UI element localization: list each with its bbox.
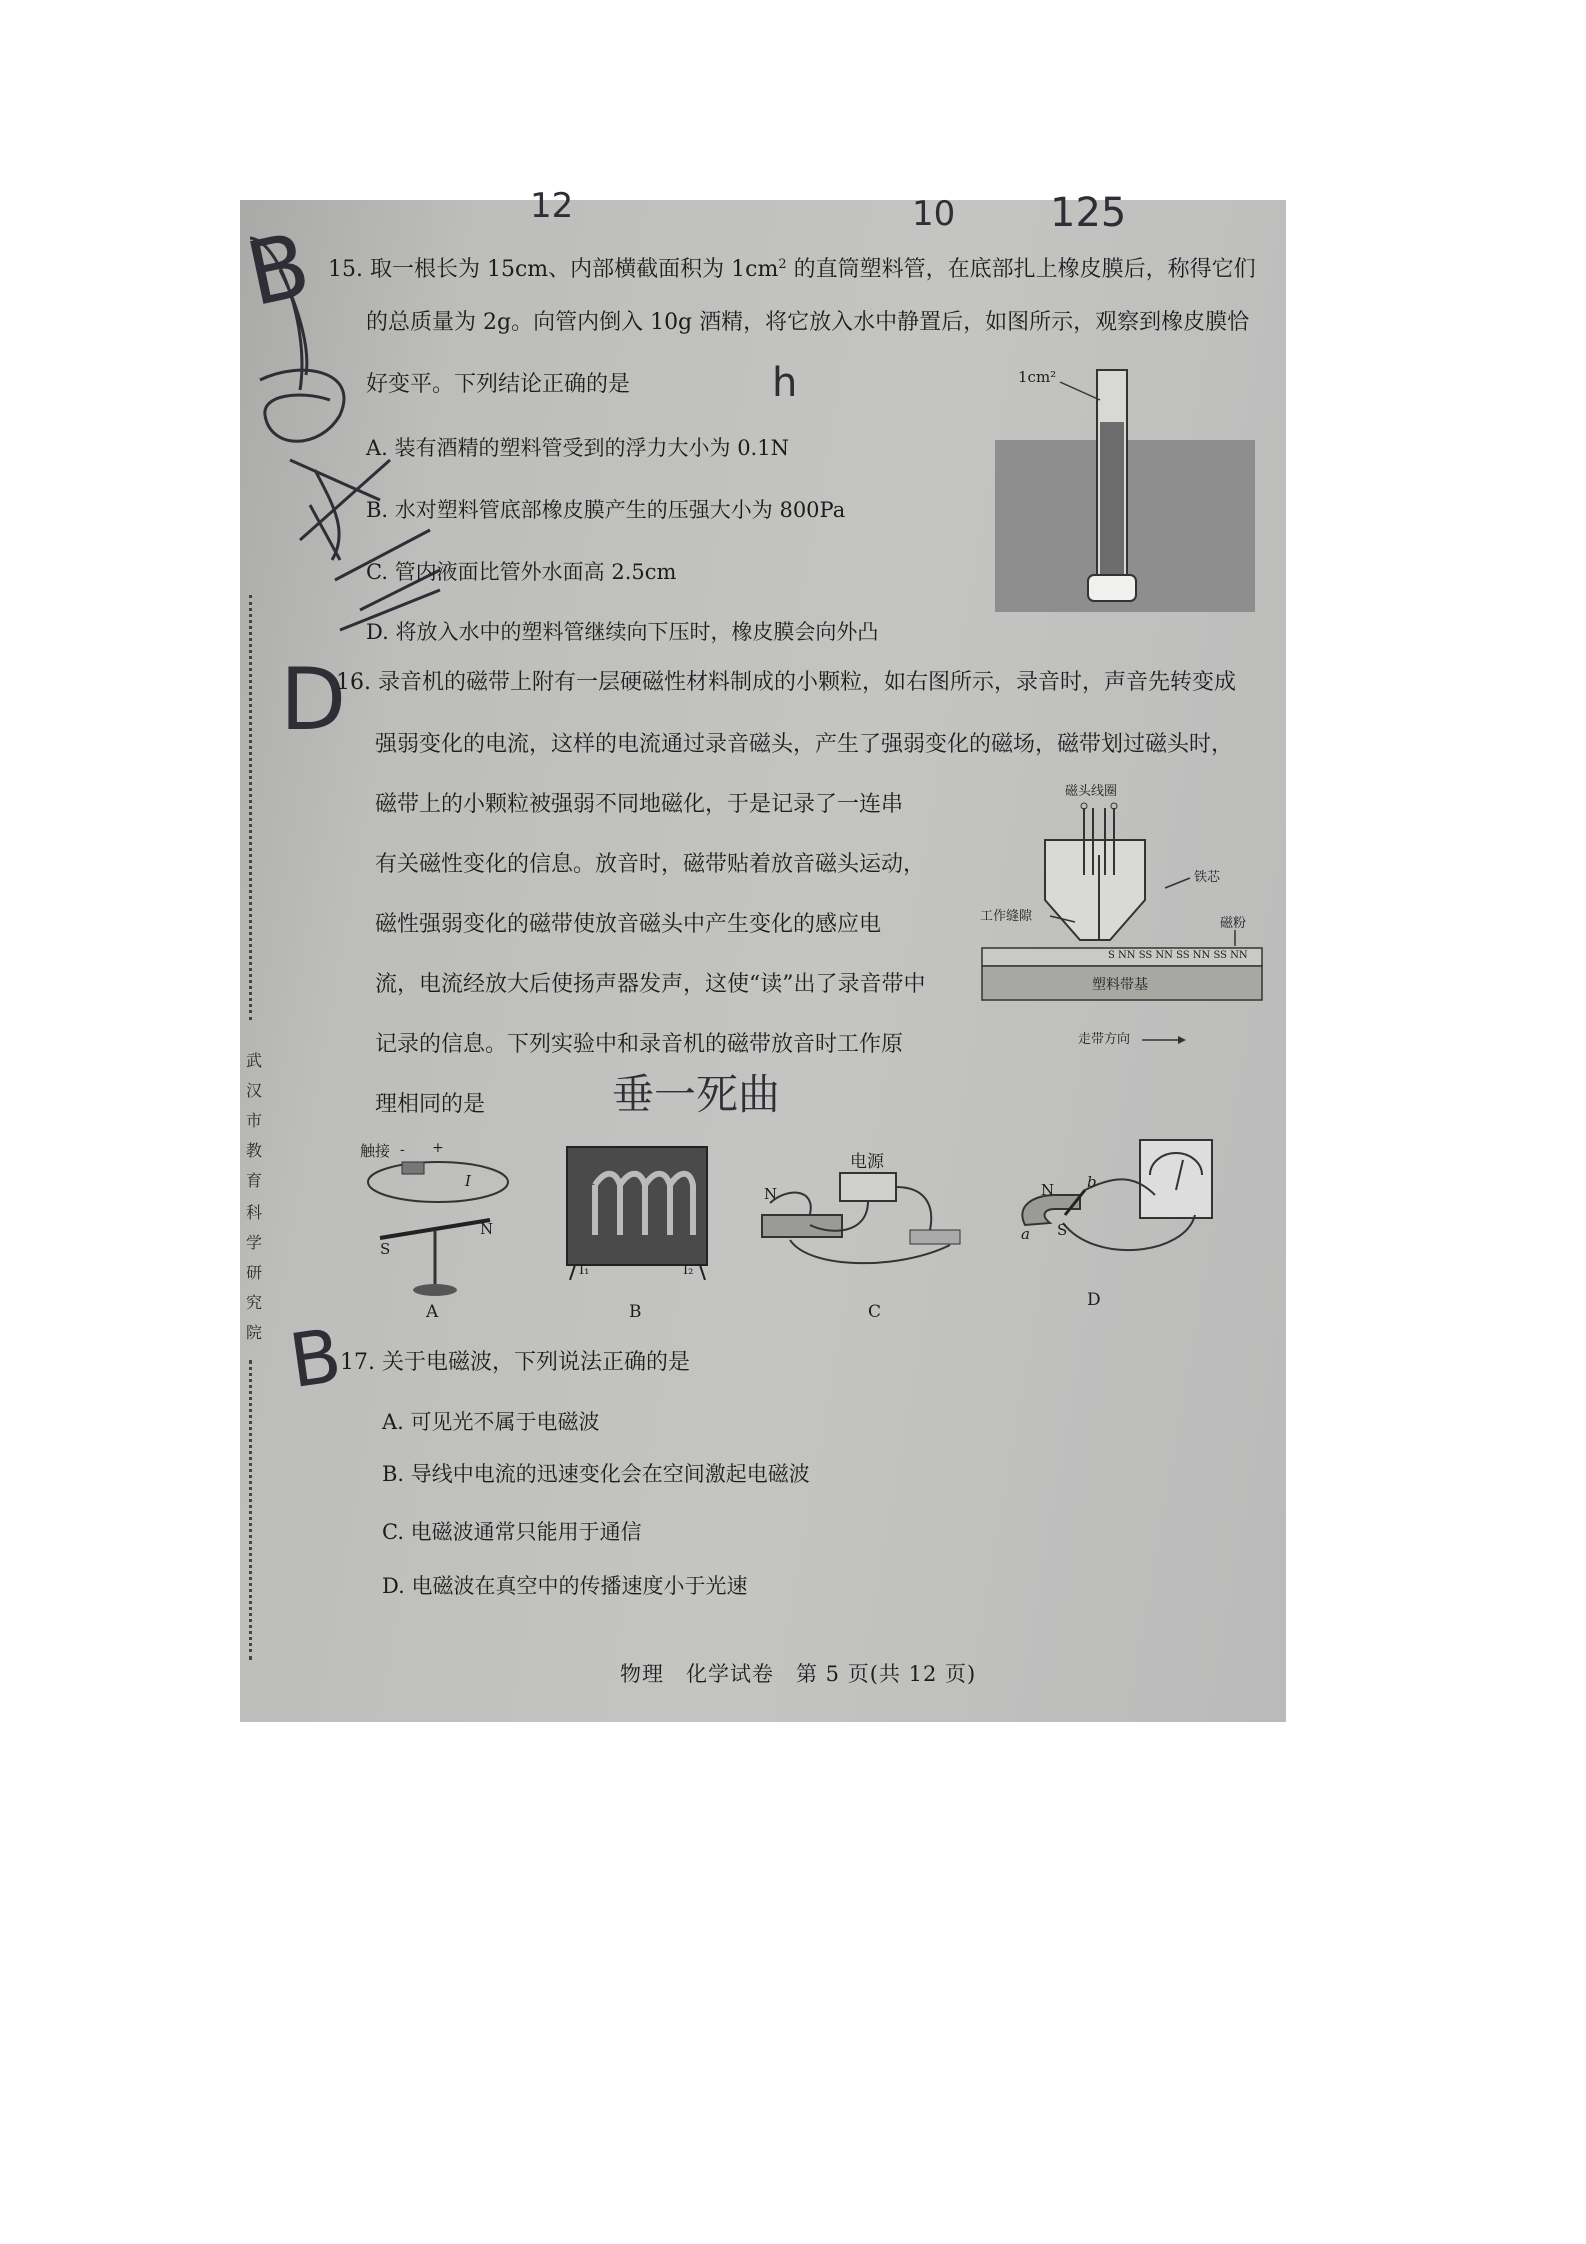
current-i1-label: I₁	[579, 1263, 590, 1278]
option-figure-c	[750, 1145, 980, 1330]
side-char: 武	[246, 1051, 263, 1070]
side-char: 育	[246, 1171, 263, 1190]
side-char: 究	[246, 1293, 263, 1312]
q15-option-a: A. 装有酒精的塑料管受到的浮力大小为 0.1N	[366, 436, 789, 460]
direction-arrow	[1142, 1034, 1188, 1046]
side-char: 院	[246, 1323, 263, 1342]
superscript: 2	[778, 257, 787, 272]
q15-option-c: C. 管内液面比管外水面高 2.5cm	[366, 560, 677, 584]
q17-option-a: A. 可见光不属于电磁波	[382, 1410, 600, 1434]
handwritten-answer-q17: B	[284, 1312, 347, 1406]
option-a-caption: A	[426, 1302, 439, 1322]
side-char: 市	[246, 1111, 263, 1130]
q16-line-3: 磁带上的小颗粒被强弱不同地磁化，于是记录了一连串	[375, 792, 904, 817]
exam-sheet	[237, 186, 1286, 1722]
area-label: 1cm²	[1018, 368, 1057, 386]
q16-line-4: 有关磁性变化的信息。放音时，磁带贴着放音磁头运动，	[375, 852, 926, 877]
plus-label: +	[432, 1140, 444, 1156]
q15-line-1-b: 的直筒塑料管，在底部扎上橡皮膜后，称得它们	[786, 257, 1256, 282]
iron-core	[1045, 840, 1145, 940]
option-figure-d	[1015, 1135, 1245, 1330]
page-footer: 物理 化学试卷 第 5 页(共 12 页)	[620, 1662, 977, 1686]
handwritten-note: 垂一死曲	[612, 1070, 781, 1119]
q17-option-b: B. 导线中电流的迅速变化会在空间激起电磁波	[382, 1462, 810, 1486]
handwritten-mark: 10	[912, 194, 956, 234]
side-char: 研	[246, 1263, 263, 1282]
north-label: N	[480, 1220, 494, 1238]
q15-figure	[990, 360, 1260, 615]
handwritten-mark: 125	[1050, 190, 1127, 236]
tube-in-water-diagram	[990, 360, 1260, 615]
gap-label: 工作缝隙	[980, 909, 1033, 924]
option-c-caption: C	[868, 1302, 882, 1322]
contact-label: 触接	[360, 1142, 391, 1160]
option-figure-a	[360, 1140, 520, 1325]
side-char: 学	[246, 1233, 263, 1252]
side-char: 汉	[246, 1081, 263, 1100]
handwritten-answer-q16: D	[280, 650, 347, 750]
q16-line-6: 流，电流经放大后使扬声器发声，这使“读”出了录音带中	[375, 972, 926, 997]
q16-line-8: 理相同的是	[375, 1092, 486, 1117]
q15-option-d: D. 将放入水中的塑料管继续向下压时，橡皮膜会向外凸	[366, 620, 879, 644]
q17-option-c: C. 电磁波通常只能用于通信	[382, 1520, 642, 1544]
side-char: 科	[246, 1203, 263, 1222]
core-label: 铁芯	[1194, 870, 1221, 885]
current-label: I	[465, 1172, 471, 1190]
south-label: S	[380, 1240, 391, 1258]
oersted-experiment-diagram	[360, 1140, 520, 1325]
q15-line-1-a: 15. 取一根长为 15cm、内部横截面积为 1cm	[328, 257, 779, 282]
handwritten-answer-q15: B	[237, 212, 319, 327]
powder-label: 磁粉	[1220, 916, 1247, 931]
coil-label: 磁头线圈	[1065, 784, 1118, 799]
parallel-wires-photo	[565, 1145, 710, 1280]
rubber-membrane	[1088, 575, 1136, 601]
q17-option-d: D. 电磁波在真空中的传播速度小于光速	[382, 1574, 748, 1598]
direction-label: 走带方向	[1078, 1032, 1131, 1047]
tape-poles: S NN SS NN SS NN SS NN	[1108, 950, 1248, 961]
q15-line-2: 的总质量为 2g。向管内倒入 10g 酒精，将它放入水中静置后，如图所示，观察到橡皮膜恰	[366, 310, 1250, 335]
option-figure-b	[565, 1145, 710, 1330]
q16-line-7: 记录的信息。下列实验中和录音机的磁带放音时工作原	[375, 1032, 904, 1057]
base-label: 塑料带基	[1092, 977, 1148, 993]
q17-stem: 17. 关于电磁波，下列说法正确的是	[340, 1350, 690, 1375]
handwritten-mark: 12	[530, 186, 574, 226]
south-label: S	[1057, 1221, 1068, 1239]
option-d-caption: D	[1087, 1290, 1101, 1310]
q16-line-2: 强弱变化的电流，这样的电流通过录音磁头，产生了强弱变化的磁场，磁带划过磁头时，	[375, 732, 1234, 757]
handwritten-mark: h	[772, 360, 798, 406]
point-b-label: b	[1087, 1173, 1097, 1191]
point-a-label: a	[1021, 1225, 1030, 1243]
north-label: N	[1041, 1181, 1055, 1199]
current-i2-label: I₂	[683, 1263, 694, 1278]
q15-line-1	[328, 250, 1256, 285]
minus-label: -	[400, 1142, 405, 1158]
north-label: N	[764, 1185, 778, 1203]
q15-option-b: B. 水对塑料管底部橡皮膜产生的压强大小为 800Pa	[366, 498, 846, 522]
option-b-caption: B	[629, 1302, 642, 1322]
power-label: 电源	[850, 1152, 884, 1172]
dotted-line-lower	[249, 1360, 252, 1660]
alcohol-column	[1100, 422, 1124, 590]
q16-line-1: 16. 录音机的磁带上附有一层硬磁性材料制成的小颗粒，如右图所示，录音时，声音先转变成	[336, 670, 1236, 695]
q15-line-3: 好变平。下列结论正确的是	[366, 372, 631, 397]
tape-head-figure	[980, 780, 1270, 1020]
side-char: 教	[246, 1141, 263, 1160]
q16-line-5: 磁性强弱变化的磁带使放音磁头中产生变化的感应电	[375, 912, 882, 937]
induction-experiment-diagram	[1015, 1135, 1245, 1275]
